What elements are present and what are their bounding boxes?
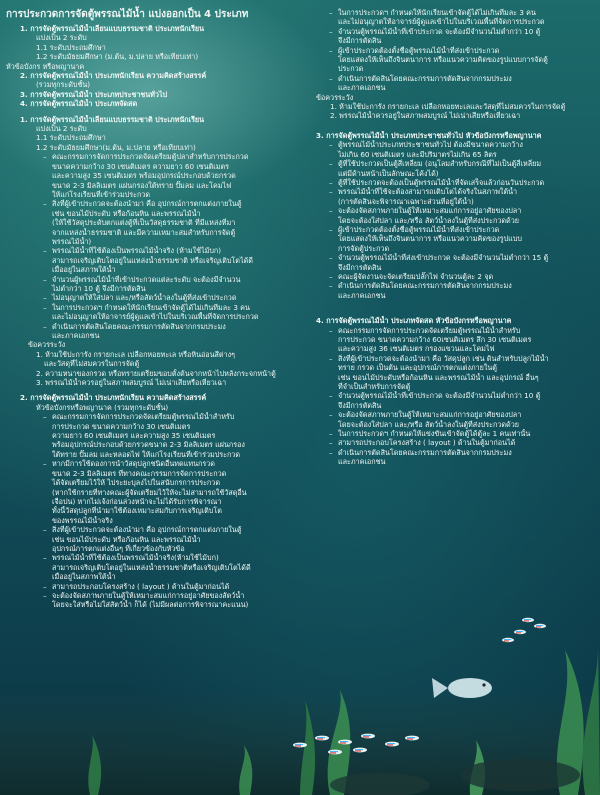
- text-line: และวัสดุที่ไม่สมควรในการจัดตู้: [44, 359, 140, 369]
- text-line: แต่มีด้านหน้าเป็นลักษณะโค้งได้): [338, 168, 439, 178]
- text-line: – ในการประกวดฯ กำหนดให้แข่งขันเข้าจัดตู้ได้ตู้ละ 1 คนเท่านั้น: [316, 429, 594, 438]
- text-line: – สิ่งที่ผู้เข้าประกวดจะต้องนำมา คือ อุปกรณ์การตกแต่งภายในตู้: [6, 525, 294, 534]
- text-line: – ผู้เข้าประกวดต้องตั้งชื่อตู้พรรณไม้น้ำที่ส่งเข้าประกวด: [316, 46, 594, 55]
- text-line: จึงมีการตัดสิน: [338, 262, 382, 272]
- text-line: (รวมทุกระดับชั้น): [36, 80, 91, 90]
- text-line: และภาคเอกชน: [52, 331, 100, 340]
- text-line: (ให้ใช้วัสดุประดับตกแต่งตู้ที่เป็นวัสดุธรรมชาติ ที่มีแหล่งที่มา: [52, 218, 236, 228]
- text-line: เช่น ขอนไม้ประดับ หรือก้อนหิน และพรรณไม้น้ำ: [52, 534, 201, 544]
- text-line: 4. การจัดตู้พรรณไม้น้ำ ประเภทจัดสด: [20, 99, 138, 109]
- text-line: 1. การจัดตู้พรรณไม้น้ำเลียนแบบธรรมชาติ ประเภทนักเรียน: [20, 114, 205, 124]
- text-line: และความสูง 35 เซนติเมตร พร้อมอุปกรณ์ประกอบด้วยกรวด: [52, 171, 236, 181]
- text-line: จากแหล่งน้ำธรรมชาติ และมีความเหมาะสมสำหรับการจัดตู้: [52, 227, 236, 237]
- text-line: – จำนวนตู้พรรณไม้น้ำที่ส่งเข้าประกวด จะต้องมีจำนวนไม่ต่ำกว่า 15 ตู้: [316, 253, 594, 262]
- text-line: (หากใช้กรายที่ทางคณะผู้จัดเตรียมไว้ให้จะไม่สามารถใช้วัสดุอื่น: [52, 487, 247, 497]
- text-line: 2. การจัดตู้พรรณไม้น้ำ ประเภทนักเรียน ความคิดสร้างสรรค์: [20, 393, 207, 403]
- spacer: [316, 300, 594, 310]
- text-line: การประกวด ขนาดความกว้าง 30 เซนติเมตร: [52, 421, 191, 431]
- text-line: หัวข้อบังกรหรือพญานาค (รวมทุกระดับชั้น): [36, 402, 169, 412]
- text-line: – ดำเนินการตัดสินโดยคณะกรรมการตัดสินจากกรมประมง: [316, 281, 594, 290]
- text-line: – คณะกรรมการจัดการประกวดจัดเตรียมตู้พรรณไม้น้ำสำหรับ: [316, 326, 594, 335]
- text-line: – จะต้องจัดสภาพภายในตู้ให้เหมาะสมแก่การอยู่อาศัยของปลา: [316, 206, 594, 215]
- right-text-body: [316, 8, 594, 467]
- text-line: เช่น ขอนไม้ประดับ หรือก้อนหิน และพรรณไม้น้ำ: [52, 208, 201, 218]
- text-line: 1.1 ระดับประถมศึกษา: [36, 133, 106, 143]
- left-column: [6, 8, 294, 610]
- text-line: พร้อมอุปกรณ์ประกอบด้วยกรวดขนาด 2-3 มิลลิเมตร แผ่นกรอง: [52, 440, 245, 450]
- text-line: ข้อควรระวัง: [316, 92, 354, 102]
- text-line: – คณะผู้จัดงานจะจัดเตรียมปลั๊กไฟ จำนวนตู้ละ 2 จุด: [316, 272, 594, 281]
- text-line: 1.1 ระดับประถมศึกษา: [36, 42, 106, 52]
- text-line: – หากมีการใช้ดองการนำวัสดุปลูกชนิดอื่นทดแทนกรวด: [6, 459, 294, 468]
- text-line: – จำนวนตู้พรรณไม้น้ำที่เข้าประกวด จะต้องมีจำนวนไม่ต่ำกว่า 10 ตู้: [316, 391, 594, 400]
- text-line: 2. พรรณไม้น้ำควรอยู่ในสภาพสมบูรณ์ ไม่เน่าเสียหรือเหี่ยวเฉา: [330, 111, 521, 121]
- text-line: โดยจะใส่หรือไม่ใส่สัตว์น้ำ ก็ได้ (ไม่มีผลต่อการพิจารณาคะแนน): [52, 600, 249, 610]
- text-line: 2. ความหนาของกรวด หรือทรายเตรียมขอบตั้งต้นจากหน้าไปหลังกระจกหน้าตู้: [36, 368, 276, 378]
- text-line: – ตู้ที่ใช้ประกวดเป็นตู้สี่เหลี่ยม (อนุโลมสำหรับกรณีที่ไม่เป็นตู้สี่เหลี่ยม: [316, 159, 594, 168]
- text-line: ทั้งนี้วัสดุปลูกที่นำมาใช้ต้องเหมาะสมกับการเจริญเติบโต: [52, 506, 222, 516]
- text-line: – จะต้องจัดสภาพภายในตู้ให้เหมาะสมแก่การอยู่อาศัยของสัตว์น้ำ: [6, 591, 294, 600]
- text-line: ทราย กรวด เป็นต้น และอุปกรณ์การตกแต่งภายในตู้: [338, 363, 497, 373]
- text-line: 4. การจัดตู้พรรณไม้น้ำ ประเภทจัดสด หัวข้อบังกรหรือพญานาค: [316, 316, 512, 326]
- text-line: – พรรณไม้น้ำที่ใช้ต้องเป็นพรรณไม้น้ำจริง(ห้ามใช้ไม้บก): [6, 553, 294, 562]
- text-line: โดยจะต้องใส่ปลา และ/หรือ สัตว์น้ำลงในตู้ที่ส่งประกวดด้วย: [338, 419, 519, 429]
- text-line: – ในการประกวดฯ กำหนดให้นักเรียนเข้าจัดตู้ได้ไม่เกินทีมละ 3 คน: [6, 303, 294, 312]
- text-line: – จะต้องจัดสภาพภายในตู้ให้เหมาะสมแก่การอยู่อาศัยของปลา: [316, 410, 594, 419]
- text-line: และภาคเอกชน: [338, 290, 386, 300]
- page-title: การประกวดการจัดตู้พรรณไม้น้ำ แบ่งออกเป็น 4 ประเภท: [6, 9, 249, 20]
- text-line: 1. ห้ามใช้ปะการัง กรายกะเล เปลือกหอยทะเล หรือหินอ่อนสีต่างๆ: [36, 349, 236, 359]
- text-line: เช่น ขอนไม้ประดับหรือก้อนหิน และพรรณไม้น้ำ และอุปกรณ์ อื่นๆ: [338, 372, 539, 382]
- text-line: – คณะกรรมการจัดการประกวดจัดเตรียมตู้พรรณไม้น้ำสำหรับ: [6, 412, 294, 421]
- text-line: – คณะกรรมการจัดการประกวดจัดเตรียมตู้ปลาสำหรับการประกวด: [6, 152, 294, 161]
- text-line: อุปกรณ์การตกแต่งอื่นๆ ที่เกี่ยวข้องกับหัวข้อ: [52, 543, 185, 553]
- text-line: และไม่อนุญาตให้อาจารย์ผู้ดูแลเข้าไปในบริเวณพื้นที่จัดการประกวด: [338, 17, 545, 27]
- text-line: – จำนวนผู้พรรณไม้น้ำที่เข้าประกวดแต่ละระดับ จะต้องมีจำนวน: [6, 275, 294, 284]
- text-line: สามารถเจริญเติบโตอยู่ในแหล่งน้ำธรรมชาติหรือเจริญเติบโตได้ดี: [52, 562, 251, 572]
- right-column: [316, 8, 594, 467]
- text-line: – สิ่งที่ผู้เข้าประกวดจะต้องนำมา คือ วัสดุปลูก เช่น ดินสำหรับปลูกไม้น้ำ: [316, 354, 594, 363]
- text-line: ความยาว 60 เซนติเมตร และความสูง 35 เซนติเมตร: [52, 431, 216, 441]
- text-line: ที่จำเป็นสำหรับการจัดตู้: [338, 382, 411, 392]
- spacer: [316, 121, 594, 131]
- text-line: 1. ห้ามใช้ปะการัง กรายกะเล เปลือกหอยทะเลและวัสดุที่ไม่สมควรในการจัดตู้: [330, 102, 566, 112]
- text-line: – ในการประกวดฯ กำหนดให้นักเรียนเข้าจัดตู้ได้ไม่เกินทีมละ 3 คน: [316, 8, 594, 17]
- text-line: ข้อควรระวัง: [28, 340, 66, 350]
- text-line: แบ่งเป็น 2 ระดับ: [36, 33, 87, 43]
- text-line: ประกวด: [338, 64, 364, 74]
- text-line: – ตู้ที่ใช้ประกวดจะต้องเป็นตู้พรรณไม้น้ำที่จัดเสร็จแล้วก่อนวันประกวด: [316, 178, 594, 187]
- text-line: และภาคเอกชน: [338, 457, 386, 467]
- text-line: – ตู้พรรณไม้น้ำประเภทประชาชนทั่วไป ต้องมีขนาดความกว้าง: [316, 140, 594, 149]
- text-line: การประกวด ขนาดความกว้าง 60เซนติเมตร ลึก 30 เซนติเมตร: [338, 335, 532, 344]
- text-line: – สามารถประกอบโครงสร้าง ( layout ) ด้านในตู้มาก่อนได้: [6, 582, 294, 591]
- text-line: – สิ่งที่ผู้เข้าประกวดจะต้องนำมา คือ อุปกรณ์การตกแต่งภายในตู้: [6, 199, 294, 208]
- text-line: และความสูง 36 เซนติเมตร กรองแขวนและโคมไฟ: [338, 344, 495, 354]
- text-line: 1. การจัดตู้พรรณไม้น้ำเลียนแบบธรรมชาติ ประเภทนักเรียน: [20, 24, 205, 33]
- text-line: แบ่งเป็น 2 ระดับ: [36, 124, 87, 134]
- text-line: โดยจะต้องใส่ปลา และ/หรือ สัตว์น้ำลงในตู้ที่ส่งประกวดด้วย: [338, 215, 519, 225]
- text-line: เมื่ออยู่ในสภาพใต้น้ำ: [52, 572, 116, 582]
- text-line: – สามารถประกอบโครงสร้าง ( layout ) ด้านในตู้มาก่อนได้: [316, 438, 594, 447]
- text-line: 1.2 ระดับมัธยมศึกษา(ม.ต้น, ม.ปลาย หรือเทียบเท่า): [36, 142, 196, 152]
- text-line: ของพรรณไม้น้ำจริง: [52, 515, 113, 525]
- text-line: ใต้ทราย ปั๊มลม และหลอดไฟ ให้แก่โรงเรียนที่เข้าร่วมประกวด: [52, 449, 241, 459]
- text-line: หัวข้อบังกร หรือพญานาค: [6, 61, 85, 71]
- text-line: เจือปน) หากไม่เจ้งก่อนล่วงหน้าจะไม่ได้รับการพิจารณา: [52, 496, 222, 506]
- text-line: – ผู้เข้าประกวดต้องตั้งชื่อตู้พรรณไม้น้ำที่ส่งเข้าประกวด: [316, 225, 594, 234]
- text-line: 3. การจัดตู้พรรณไม้น้ำ ประเภทประชาชนทั่วไป หัวข้อบังกรหรือพญานาค: [316, 130, 542, 140]
- text-line: – พรรณไม้น้ำที่ใช้จะต้องสามารถเติบโตได้จริงในสภาพใต้น้ำ: [316, 187, 594, 196]
- left-text-body: [6, 24, 294, 610]
- text-line: ขนาด 2-3 มิลลิเมตร แผ่นกรองใต้ทราย ปั๊มลม และโคมไฟ: [52, 180, 232, 190]
- text-line: – ดำเนินการตัดสินโดยคณะกรรมการตัดสินจากกรมประมง: [316, 448, 594, 457]
- text-line: การจัดตู้ประกวด: [338, 243, 390, 253]
- text-line: 3. การจัดตู้พรรณไม้น้ำ ประเภทประชาชนทั่วไป: [20, 89, 168, 99]
- text-line: และไม่อนุญาตให้อาจารย์ผู้ดูแลเข้าไปในบริเวณพื้นที่จัดการประกวด: [52, 312, 259, 322]
- text-line: 1.2 ระดับมัธยมศึกษา (ม.ต้น, ม.ปลาย หรือเทียบเท่า): [36, 52, 199, 62]
- text-line: – ไม่อนุญาตให้ใส่ปลา และ/หรือสัตว์น้ำลงในตู้ที่ส่งเข้าประกวด: [6, 293, 294, 302]
- text-line: และภาคเอกชน: [338, 83, 386, 93]
- text-line: จึงมีการตัดสิน: [338, 36, 382, 46]
- text-line: สามารถเจริญเติบโตอยู่ในแหล่งน้ำธรรมชาติ หรือเจริญเติบโตได้ดี: [52, 255, 253, 265]
- text-line: – พรรณไม้น้ำที่ใช้ต้องเป็นพรรณไม้น้ำจริง (ห้ามใช้ไม้บก): [6, 246, 294, 255]
- text-line: พรรณไม้น้ำ): [52, 236, 92, 246]
- text-line: – จำนวนตู้พรรณไม้น้ำที่เข้าประกวด จะต้องมีจำนวนไม่ต่ำกว่า 10 ตู้: [316, 27, 594, 36]
- text-line: ขนาด 2-3 มิลลิเมตร ที่ทางคณะกรรมการจัดการประกวด: [52, 468, 227, 478]
- text-line: โดยแสดงให้เห็นถึงจินตนาการ หรือแนวความคิดของรูปแบบ: [338, 234, 522, 244]
- text-line: – ดำเนินการตัดสินโดยคณะกรรมการตัดสินจากกรมประมง: [6, 322, 294, 331]
- text-line: 3. พรรณไม้น้ำควรอยู่ในสภาพสมบูรณ์ ไม่เน่าเสียหรือเหี่ยวเฉา: [36, 378, 227, 388]
- text-line: ได้จัดเตรียมไว้ให้ ไประยะบุลงไปในสนับกรการประกวด: [52, 478, 220, 488]
- text-line: ขนาดความกว้าง 30 เซนติเมตร ความยาว 60 เซนติเมตร: [52, 161, 229, 171]
- text-line: ให้แก่โรงเรียนที่เข้าร่วมประกวด: [52, 189, 151, 199]
- text-line: (การตัดสินจะพิจารณาเฉพาะส่วนที่อยู่ใต้น้ำ): [338, 196, 474, 206]
- text-line: ไม่ต่ำกว่า 10 ตู้ จึงมีการตัดสิน: [52, 283, 146, 293]
- text-line: 2. การจัดตู้พรรณไม้น้ำ ประเภทนักเรียน ความคิดสร้างสรรค์: [20, 71, 207, 81]
- text-line: เมื่ออยู่ในสภาพใต้น้ำ: [52, 265, 116, 275]
- text-line: – ดำเนินการตัดสินโดยคณะกรรมการตัดสินจากกรมประมง: [316, 74, 594, 83]
- text-line: จึงมีการตัดสิน: [338, 400, 382, 410]
- text-line: โดยแสดงให้เห็นถึงจินตนาการ หรือแนวความคิดของรูปแบบการจัดตู้: [338, 55, 548, 65]
- text-line: ไม่เกิน 60 เซนติเมตร และมีปริมาตรไม่เกิน 65 ลิตร: [338, 149, 497, 159]
